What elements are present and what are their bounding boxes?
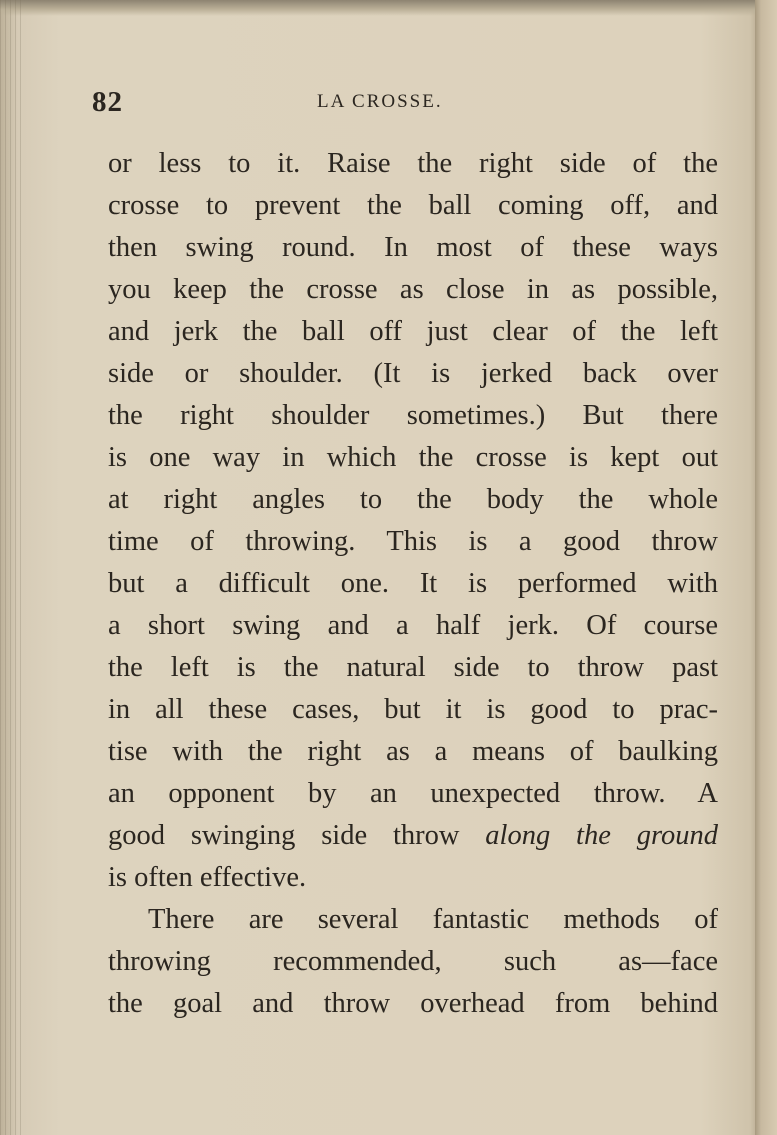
text-line: the goal and throw overhead from behind — [108, 988, 718, 1019]
text-line: is one way in which the crosse is kept out — [108, 442, 718, 473]
text-line: an opponent by an unexpected throw. A — [108, 778, 718, 809]
body-text — [108, 143, 718, 1025]
page-number: 82 — [92, 86, 123, 118]
text-line: at right angles to the body the whole — [108, 484, 718, 515]
text-line: the left is the natural side to throw past — [108, 652, 718, 683]
running-title: LA CROSSE. — [317, 91, 443, 112]
text-line: but a difficult one. It is performed with — [108, 568, 718, 599]
text-line: you keep the crosse as close in as possible, — [108, 274, 718, 305]
text-line: throwing recommended, such as—face — [108, 946, 718, 977]
text-line-mixed — [108, 815, 718, 857]
paragraph-start-line: There are several fantastic methods of — [148, 904, 718, 935]
text-line: crosse to prevent the ball coming off, and — [108, 190, 718, 221]
text-line: a short swing and a half jerk. Of course — [108, 610, 718, 641]
text-line: time of throwing. This is a good throw — [108, 526, 718, 557]
text-line: the right shoulder sometimes.) But there — [108, 400, 718, 431]
text-line: in all these cases, but it is good to prac- — [108, 694, 718, 725]
text-line: then swing round. In most of these ways — [108, 232, 718, 263]
text-line: and jerk the ball off just clear of the left — [108, 316, 718, 347]
paragraph-end-line: is often effective. — [108, 862, 307, 893]
text-run: good swinging side throw — [108, 820, 460, 851]
text-line: or less to it. Raise the right side of the — [108, 148, 718, 179]
italic-phrase: along the ground — [485, 820, 718, 851]
text-line: tise with the right as a means of baulking — [108, 736, 718, 767]
text-line: side or shoulder. (It is jerked back over — [108, 358, 718, 389]
running-head — [92, 86, 732, 122]
